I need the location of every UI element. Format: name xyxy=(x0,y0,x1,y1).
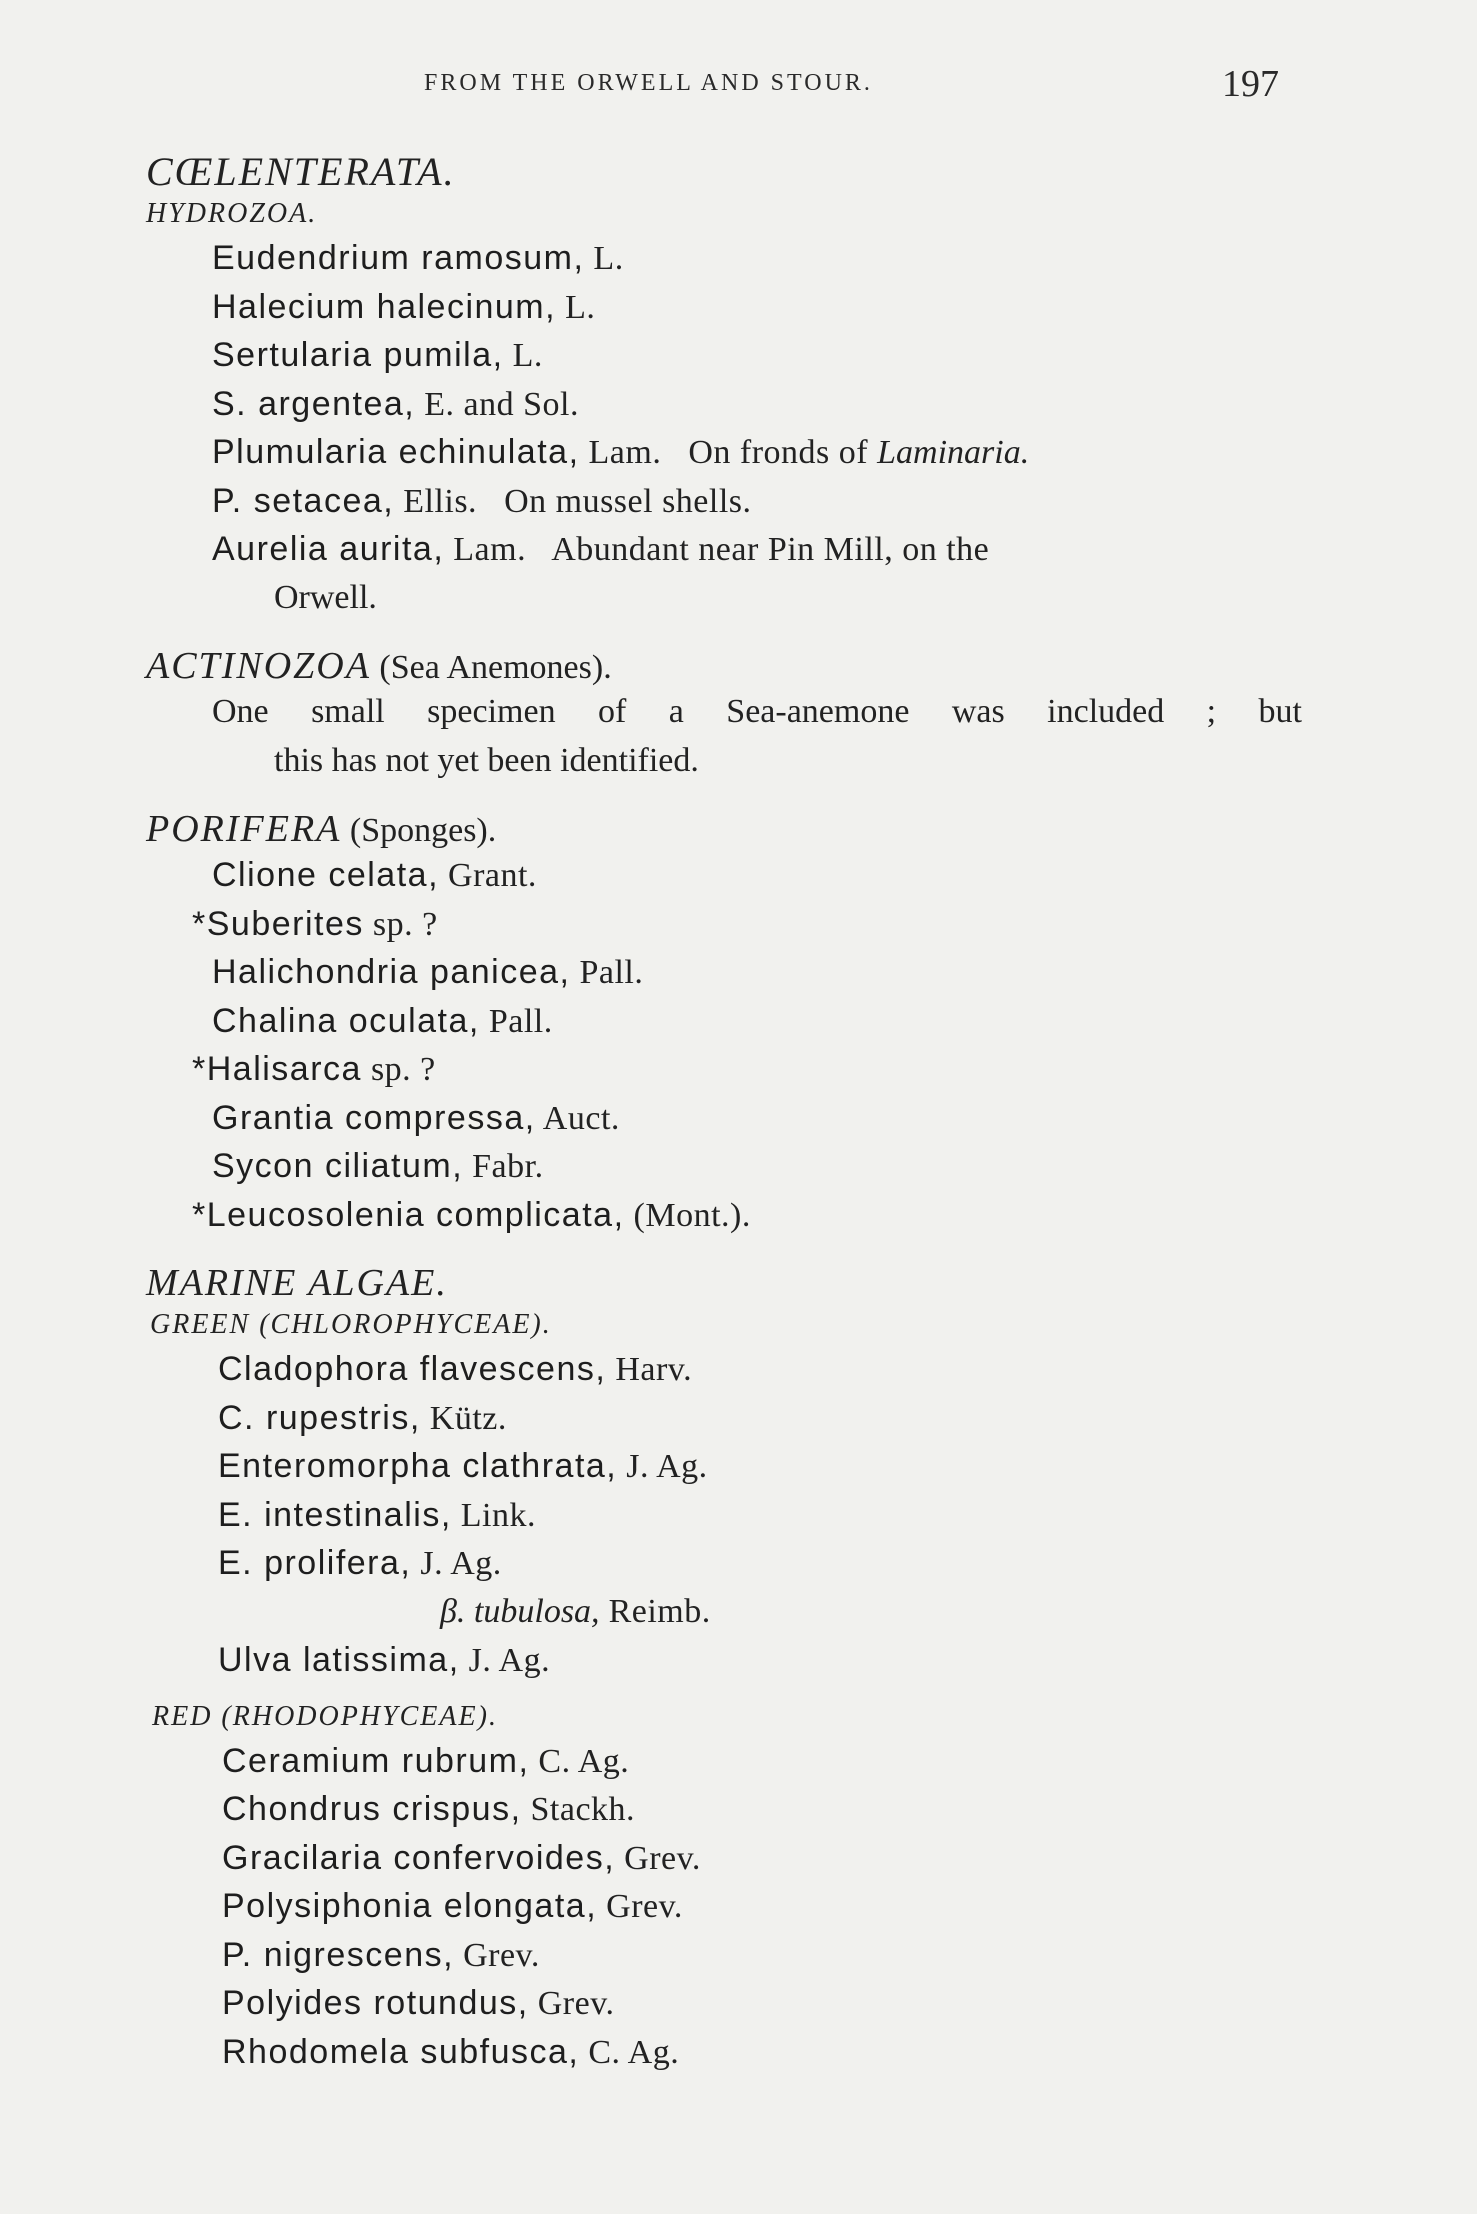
species-name: Enteromorpha clathrata, xyxy=(218,1447,618,1485)
list-item xyxy=(212,1142,1477,1191)
species-name: Sycon ciliatum, xyxy=(212,1147,464,1185)
heading-porifera xyxy=(146,807,1477,851)
species-authority: Grev. xyxy=(615,1839,701,1877)
species-note: On fronds of xyxy=(661,434,878,471)
species-name: Polysiphonia elongata, xyxy=(222,1887,598,1925)
page-number: 197 xyxy=(1222,63,1279,105)
species-authority: Lam. xyxy=(444,531,527,568)
species-name: Halichondria panicea, xyxy=(212,953,571,991)
species-authority: Grant. xyxy=(439,857,537,894)
species-name: E. intestinalis, xyxy=(218,1495,452,1534)
heading-actinozoa-italic: ACTINOZOA xyxy=(146,645,371,687)
list-item xyxy=(218,1442,1477,1491)
list-item xyxy=(192,900,1477,949)
species-name: Sertularia pumila, xyxy=(212,336,504,374)
list-item xyxy=(222,2028,1477,2077)
species-name: S. argentea, xyxy=(212,384,416,423)
running-head-title: FROM THE ORWELL AND STOUR. xyxy=(424,70,873,96)
species-name: Plumularia echinulata, xyxy=(212,433,580,471)
species-note-italic: Laminaria. xyxy=(877,434,1030,471)
variety-name: β. tubulosa, xyxy=(440,1592,600,1630)
species-authority: (Mont.). xyxy=(624,1196,751,1234)
page-body xyxy=(0,150,1477,2076)
heading-green-algae: GREEN (CHLOROPHYCEAE). xyxy=(150,1309,552,1340)
species-authority: Auct. xyxy=(535,1099,620,1137)
species-name: Grantia compressa, xyxy=(212,1098,536,1137)
species-authority: Lam. xyxy=(579,434,662,471)
heading-red-algae: RED (RHODOPHYCEAE). xyxy=(152,1700,498,1732)
paragraph-line: One small specimen of a Sea-anemone was included ; but xyxy=(212,693,1302,730)
species-name: Gracilaria confervoides, xyxy=(222,1838,616,1877)
list-item xyxy=(212,997,1477,1046)
list-item xyxy=(212,1094,1477,1143)
heading-coelenterata: CŒLENTERATA. xyxy=(146,149,456,194)
species-authority: Link. xyxy=(451,1496,536,1534)
list-item xyxy=(222,1785,1477,1834)
species-authority: E. and Sol. xyxy=(415,385,579,423)
list-item xyxy=(218,1345,1477,1394)
species-name: *Leucosolenia complicata, xyxy=(192,1195,625,1234)
species-authority: Grev. xyxy=(454,1936,540,1974)
species-name: P. setacea, xyxy=(212,481,395,520)
species-authority: L. xyxy=(556,288,596,326)
species-authority: L. xyxy=(503,337,543,374)
actinozoa-paragraph xyxy=(212,688,1302,785)
list-item xyxy=(218,1491,1477,1540)
species-name: Cladophora flavescens, xyxy=(218,1350,607,1388)
list-item xyxy=(222,1737,1477,1786)
species-authority: L. xyxy=(584,240,624,277)
list-item-continuation: Orwell. xyxy=(274,578,377,616)
list-item-variety xyxy=(440,1588,1477,1637)
species-authority: Grev. xyxy=(597,1888,683,1925)
list-item xyxy=(192,1045,1477,1094)
species-name: *Suberites xyxy=(192,904,364,943)
species-authority: sp. ? xyxy=(363,905,438,943)
species-authority: J. Ag. xyxy=(411,1545,502,1582)
species-authority: C. Ag. xyxy=(529,1742,630,1780)
heading-marine-algae: MARINE ALGAE. xyxy=(146,1262,448,1304)
species-authority: Ellis. xyxy=(394,482,478,520)
section-marine-algae xyxy=(0,1261,1477,2076)
list-item xyxy=(212,380,1477,429)
species-name: Clione celata, xyxy=(212,856,440,894)
list-item xyxy=(218,1539,1477,1588)
species-authority: J. Ag. xyxy=(617,1448,708,1485)
list-item xyxy=(212,234,1477,283)
species-authority: Stackh. xyxy=(521,1791,636,1828)
species-authority: Kütz. xyxy=(420,1399,507,1437)
list-item xyxy=(212,477,1477,526)
species-name: E. prolifera, xyxy=(218,1544,412,1582)
species-name: Rhodomela subfusca, xyxy=(222,2032,580,2071)
species-note: On mussel shells. xyxy=(477,482,752,520)
paragraph-line-continuation: this has not yet been identified. xyxy=(274,741,699,779)
species-name: Ceramium rubrum, xyxy=(222,1741,530,1780)
species-name: Ulva latissima, xyxy=(218,1641,460,1679)
list-item xyxy=(222,1834,1477,1883)
list-item xyxy=(222,1931,1477,1980)
species-authority: Pall. xyxy=(479,1002,553,1040)
species-authority: Pall. xyxy=(570,954,644,991)
species-authority: Fabr. xyxy=(463,1148,544,1185)
list-item xyxy=(218,1394,1477,1443)
list-item xyxy=(212,283,1477,332)
species-authority: Harv. xyxy=(606,1351,693,1388)
species-name: Eudendrium ramosum, xyxy=(212,239,585,277)
list-item xyxy=(212,851,1477,900)
heading-porifera-plain: (Sponges). xyxy=(341,812,497,849)
section-porifera xyxy=(0,807,1477,1239)
species-name: Aurelia aurita, xyxy=(212,530,445,568)
list-item xyxy=(212,948,1477,997)
list-item xyxy=(212,525,1477,574)
species-name: Chondrus crispus, xyxy=(222,1790,522,1828)
species-name: Polyides rotundus, xyxy=(222,1984,529,2022)
list-item xyxy=(212,428,1477,477)
list-item xyxy=(222,1882,1477,1931)
species-name: P. nigrescens, xyxy=(222,1935,455,1974)
heading-actinozoa-plain: (Sea Anemones). xyxy=(370,649,612,686)
list-item xyxy=(212,331,1477,380)
list-item xyxy=(222,1979,1477,2028)
heading-actinozoa xyxy=(146,644,1477,688)
variety-authority: Reimb. xyxy=(599,1592,711,1630)
species-name: C. rupestris, xyxy=(218,1398,421,1437)
species-note: Abundant near Pin Mill, on the xyxy=(526,531,990,568)
section-coelenterata xyxy=(0,150,1477,785)
heading-hydrozoa: HYDROZOA. xyxy=(146,198,318,229)
list-item xyxy=(192,1191,1477,1240)
heading-porifera-italic: PORIFERA xyxy=(146,808,342,850)
species-authority: sp. ? xyxy=(361,1051,436,1088)
species-authority: J. Ag. xyxy=(459,1642,551,1679)
species-name: *Halisarca xyxy=(192,1050,362,1088)
species-name: Chalina oculata, xyxy=(212,1001,480,1040)
species-authority: C. Ag. xyxy=(579,2033,680,2071)
list-item xyxy=(218,1636,1477,1685)
species-authority: Grev. xyxy=(528,1985,615,2022)
species-name: Halecium halecinum, xyxy=(212,287,557,326)
